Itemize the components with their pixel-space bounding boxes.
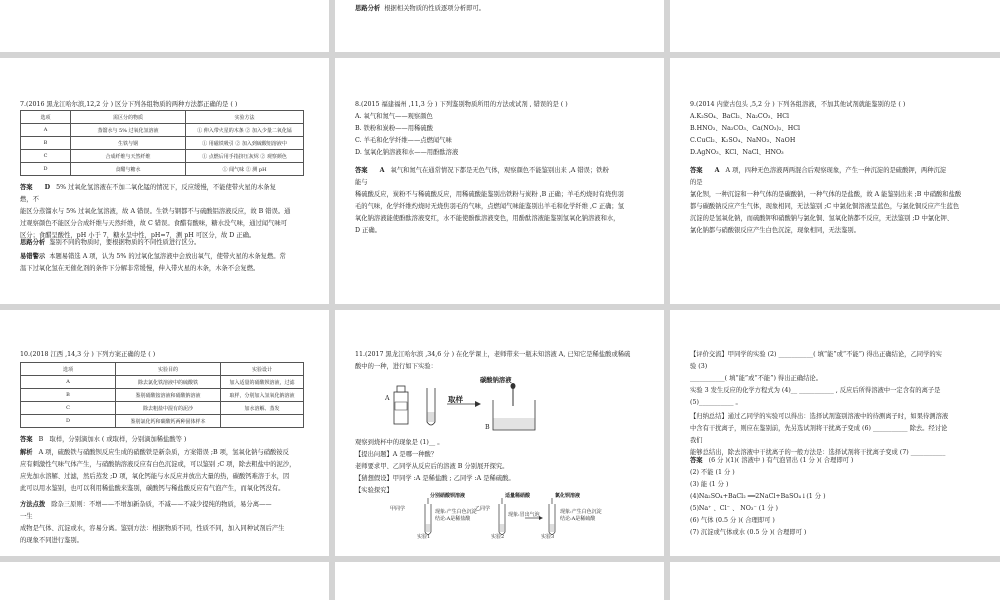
q11-cont-line: (5)___________ 。	[690, 399, 742, 406]
table-cell: ① 用磁铁吸引 ② 加入到硫酸铝溶液中	[186, 137, 304, 150]
table-row	[21, 363, 304, 376]
answer-line: 氧化钠溶液能使酚酞溶液变红，水不能使酚酞溶液变色，用酚酞溶液能鉴别氢氧化钠溶液和水，	[355, 215, 620, 222]
answer-letter: A	[714, 167, 720, 174]
analysis-label: 思路分析	[20, 239, 46, 246]
bottle-icon	[394, 386, 408, 424]
answer-line: 沉淀的是氢氧化钠，而硫酸钾和硝酸钠与氯化铜、氢氧化钠都不反应，无法鉴别 ;D 中氯化钾、	[690, 215, 954, 222]
q11-stem-line: 酸中的一种，进行如下实验：	[355, 363, 437, 370]
exp-obs-1a: 现象:产生白色沉淀	[435, 509, 477, 515]
page-q11-cont	[670, 310, 1000, 556]
answer-line: 5% 过氧化氢溶液在不加二氧化锰的情况下，反应缓慢，不能使带火星的木条复	[56, 184, 276, 191]
warning-label: 易错警示	[20, 253, 46, 260]
answer-line: 氯化钠都与硝酸银反应产生白色沉淀，现象相同，无法鉴别。	[690, 227, 861, 234]
table-cell: C	[21, 402, 116, 415]
q11-cont-line: 能够总结出，除去溶液中干扰离子的一般方法是：选择试剂将干扰离子变成 (7) ___________	[690, 449, 946, 456]
answer-label: 答案	[690, 167, 703, 174]
exp-obs-1b: 结论:A是稀盐酸	[435, 516, 471, 522]
table-row	[21, 111, 304, 124]
method-label: 方法点拨	[20, 501, 46, 508]
table-row	[21, 124, 304, 137]
q7-table	[20, 110, 304, 176]
fig-title: 碳酸钠溶液	[480, 377, 512, 384]
answer-line: A 项，四种无色溶液两两混合后观察现象，产生一种沉淀的是硫酸钾，两种沉淀	[725, 167, 947, 174]
option-d: D.AgNO₃、KCl、NaCl、HNO₃	[690, 149, 784, 156]
table-cell: ① 点燃后用手指挤压灰烬 ② 观察颜色	[186, 150, 304, 163]
table-cell: 鉴别硝酸铵溶液和硝酸钠溶液	[116, 389, 221, 402]
answer-line: (7) 沉淀或气体或水 (0.5 分 )( 合理即可 )	[690, 529, 807, 536]
q9-answer	[690, 166, 946, 175]
table-header: 实验目的	[116, 363, 221, 376]
table-cell: 取样，分别加入氢氧化钠溶液	[221, 389, 304, 402]
q11-cont-line: 中含有干扰离子，则应在鉴别前，先另选试剂将干扰离子变成 (6) ___________ 除去。经讨论	[690, 425, 948, 432]
answer-line: (5)Na⁺ 、Cl⁻ 、 NO₃⁻ (1 分 )	[690, 505, 779, 512]
page-q9	[670, 58, 1000, 304]
beaker-icon	[493, 400, 535, 430]
answer-line: 稀硫酸反应，炭粉不与稀硫酸反应，用稀硫酸能鉴别出铁粉与炭粉 ,B 正确；羊毛灼烧时有烧焦羽	[355, 191, 624, 198]
q10-table	[20, 362, 304, 428]
table-cell: 加入适量的硝酸钡溶液，过滤	[221, 376, 304, 389]
answer-line: (2) 不能 (1 分 )	[690, 469, 735, 476]
table-row	[21, 415, 304, 428]
answer-line: 区分；食醋呈酸性，pH 小于 7，糖水呈中性，pH=7，测 pH 可区分，故 D 正确。	[20, 232, 256, 239]
table-cell: B	[21, 137, 71, 150]
answer-label: 答案	[20, 184, 33, 191]
q11-cont-line: 验 (3)	[690, 363, 708, 370]
page-top-3	[670, 0, 1000, 52]
top2-analysis-text: 根据相关物质的性质逐项分析即可。	[384, 5, 485, 12]
answer-letter: A	[379, 167, 385, 174]
option-b: B. 铁粉和炭粉——用稀硫酸	[355, 125, 433, 132]
explanation-label: 解析	[20, 449, 33, 456]
table-cell: C	[21, 150, 71, 163]
method-line: 的现象不同进行鉴别。	[20, 537, 83, 544]
exp-obs-3a: 现象:产生白色沉淀	[560, 509, 602, 515]
table-cell: ① 闻气味 ② 测 pH	[186, 163, 304, 176]
table-cell: 蒸馏水与 5% 过氧化氢溶液	[71, 124, 186, 137]
page-bottom-3	[670, 562, 1000, 600]
table-cell: A	[21, 124, 71, 137]
table-row	[21, 150, 304, 163]
table-cell: 合成纤维与天然纤维	[71, 150, 186, 163]
q8-answer	[355, 166, 609, 175]
answer-line: 都与碳酸钠反应产生气体，现象相同，无法鉴别 ;C 中氯化铜溶液呈蓝色，与氯化铜反应产生蓝色	[690, 203, 960, 210]
page-q8	[335, 58, 664, 304]
answer-line: 毛的气味，化学纤维灼烧时无烧焦羽毛的气味，点燃闻气味能鉴别出羊毛和化学纤维 ,C 正确；氢	[355, 203, 624, 210]
q10-explanation	[20, 448, 289, 457]
warning-line: 本题易错选 A 项，认为 5% 的过氧化氢溶液中会放出氧气，使带火星的木条复燃。常	[49, 253, 286, 260]
table-cell	[221, 415, 304, 428]
q7-stem: 7.(2016 黑龙江哈尔滨,12,2 分 ) 区分下列各组物质的两种方法都正确的是 ( )	[20, 101, 238, 108]
q9-stem: 9.(2014 内蒙古包头 ,5,2 分 ) 下列各组溶液，不加其他试剂就能鉴别的是 ( )	[690, 101, 906, 108]
table-header: 选项	[21, 363, 116, 376]
explanation-line: 此可以用水鉴别，也可以利用稀盐酸来鉴别，碳酸钙与稀盐酸反应有气泡产生，而氧化钙没有。	[20, 485, 285, 492]
table-row	[21, 402, 304, 415]
table-cell: 除去粗盐中混有的泥沙	[116, 402, 221, 415]
exp-yi: 乙同学	[475, 506, 491, 512]
option-d: D. 氢氧化钠溶液和水——用酚酞溶液	[355, 149, 459, 156]
answer-line: (4)Na₂SO₄+BaCl₂ ══2NaCl+BaSO₄↓(1 分 )	[690, 493, 826, 500]
table-row	[21, 137, 304, 150]
exp-step-2: 实验2	[491, 534, 505, 540]
table-cell: D	[21, 163, 71, 176]
answer-line: 过观察颜色不能区分合成纤维与天然纤维，故 C 错误。食醋有酸味，糖水没气味，通过闻气味可	[20, 220, 287, 227]
answer-line: D 正确。	[355, 227, 381, 234]
answer-line: 能与	[355, 179, 368, 186]
table-cell: A	[21, 376, 116, 389]
table-cell: 加水溶解、蒸发	[221, 402, 304, 415]
table-cell: ① 伸入带火星的木条 ② 加入少量二氧化锰	[186, 124, 304, 137]
table-cell: 食醋与糖水	[71, 163, 186, 176]
fig-label-b: B	[485, 424, 490, 431]
q10-answer	[20, 435, 186, 444]
table-header: 实验方法	[186, 111, 304, 124]
option-c: C. 羊毛和化学纤维——点燃闻气味	[355, 137, 452, 144]
exp-obs-3b: 结论:A是稀硫酸	[560, 516, 596, 522]
page-top-1	[0, 0, 329, 52]
answer-line: 燃，不	[20, 196, 39, 203]
table-cell: 除去氯化铁溶液中的硫酸铁	[116, 376, 221, 389]
exp-jia: 甲同学	[390, 506, 406, 512]
q11-cont-line: ___________( 填“能”或“不能”) 得出正确结论。	[690, 375, 822, 382]
q11-cont-line: 我们	[690, 437, 703, 444]
answer-label: 答案	[355, 167, 368, 174]
test-tube-icon	[425, 498, 431, 535]
answer-line: 氯化钡，一种沉淀和一种气体的是碳酸钠，一种气体的是盐酸，故 A 能鉴别出来 ;B 中硝酸和盐酸	[690, 191, 962, 198]
page-q7	[0, 58, 329, 304]
answer-line: 能区分蒸馏水与 5% 过氧化氢溶液，故 A 错误。生铁与钢都不与硫酸铝溶液反应，故 B 错误。通	[20, 208, 291, 215]
q7-warning	[20, 252, 286, 261]
explanation-line: A 项，硫酸铁与硝酸钡反应生成的硝酸铁是新杂质，方案错误 ;B 项，氢氧化钠与硝酸铵反	[38, 449, 289, 456]
explanation-line: 应有刺激性气味气体产生，与硝酸钠溶液反应有白色沉淀或，可以鉴别 ;C 项，除去粗盐中的泥沙，	[20, 461, 296, 468]
fig-action: 取样	[448, 395, 463, 404]
table-row	[21, 376, 304, 389]
page-bottom-2	[335, 562, 664, 600]
answer-line: 的是	[690, 179, 703, 186]
answer-text: B 取样，分别滴加水 ( 或取样，分别滴加稀盐酸等 )	[38, 436, 187, 443]
test-tube-icon	[549, 498, 555, 535]
q11-body-line: 老师要求甲、乙同学从反应后的溶液 B 分别展开探究。	[355, 463, 509, 470]
answer-line: (6) 气体 (0.5 分 )( 合理即可 )	[690, 517, 775, 524]
table-cell: 生铁与钢	[71, 137, 186, 150]
option-b: B.HNO₃、Na₂CO₃、Ca(NO₃)₂、HCl	[690, 125, 801, 132]
q11-body-line: 【提出问题】A 是哪一种酸？	[355, 451, 438, 458]
table-header: 选项	[21, 111, 71, 124]
exp-step-3: 实验3	[541, 534, 555, 540]
q11-cont-line: 实验 3 发生反应的化学方程式为 (4)__ ___________ , 反应后所得溶液中一定含有的离子是	[690, 387, 941, 394]
warning-line: 温下过氧化氢在无催化剂的条件下分解非常缓慢，伸入带火星的木条，木条不会复燃。	[20, 265, 260, 272]
q11-body-line: 【猜想假设】甲同学 :A 是稀盐酸 ; 乙同学 :A 是稀硫酸。	[355, 475, 515, 482]
method-line: 成物是气体、沉淀或水，容易分离。鉴别方法：根据物质不同，性质不同，加入同种试剂后产生	[20, 525, 285, 532]
q10-stem: 10.(2018 江西 ,14,3 分 ) 下列方案正确的是 ( )	[20, 351, 156, 358]
method-line: 除杂三原则：不增——不增加新杂质，不减——不减少提纯的物质，易分离——	[51, 501, 272, 508]
q11-cont-line: 【评价交流】甲同学的实验 (2) ___________( 填“能”或“不能”) 得出正确结论，乙同学的实	[690, 351, 942, 358]
q11-body-line: 【实验探究】	[355, 487, 393, 494]
method-line: 一生	[20, 513, 33, 520]
q7-analysis	[20, 238, 200, 247]
table-row	[21, 389, 304, 402]
dropper-icon	[511, 383, 516, 406]
answer-line: 氧气和氮气在通常情况下都是无色气体，观察颜色不能鉴别出来 ,A 错误；铁粉	[390, 167, 609, 174]
q10-method	[20, 500, 272, 509]
answer-label: 答案	[20, 436, 33, 443]
option-a: A.K₂SO₄、BaCl₂、Na₂CO₃、HCl	[690, 113, 790, 120]
table-cell: D	[21, 415, 116, 428]
answer-label: 答案	[690, 457, 703, 464]
exp-step-1: 实验1	[417, 534, 431, 540]
option-c: C.CuCl₂、K₂SO₄、NaNO₃、NaOH	[690, 137, 796, 144]
exp-reagent-3: 氯化钡溶液	[555, 493, 581, 499]
exp-reagent-1: 分别硝酸钡溶液	[430, 493, 466, 499]
test-tube-icon	[499, 498, 505, 535]
table-row	[21, 163, 304, 176]
explanation-line: 应先加水溶解、过滤，然后蒸发 ;D 项，氧化钙能与水反应并放出大量的热，碳酸钙难溶于水，因	[20, 473, 290, 480]
page-q11	[335, 310, 664, 556]
answer-letter: D	[44, 184, 51, 191]
top2-analysis	[355, 4, 485, 13]
top2-analysis-label: 思路分析	[355, 5, 381, 12]
q11-apparatus-figure	[385, 374, 565, 434]
q11-cont-line: 【归纳总结】通过乙同学的实验可以得出：选择试剂鉴别溶液中的待测离子时，如果待测溶液	[690, 413, 949, 420]
q8-stem: 8.(2015 福建福州 ,11,3 分 ) 下列鉴别物质所用的方法或试剂 , 错误的是 ( )	[355, 101, 568, 108]
table-cell: 鉴别氯化钙和碳酸钙两种固体样本	[116, 415, 221, 428]
exp-obs-2: 现象:冒出气泡	[508, 512, 540, 518]
answer-line: (6 分 )(1)( 溶液中 ) 有气泡冒出 (1 分 )( 合理即可 )	[708, 457, 854, 464]
q11-stem-line: 11.(2017 黑龙江哈尔滨 ,34,6 分 ) 在化学课上，老师带来一瓶未知溶液 A, 已知它是稀盐酸或稀硫	[355, 351, 631, 358]
analysis-text: 鉴别不同的物质时，要根据物质的不同性质进行区分。	[49, 239, 201, 246]
exp-reagent-2: 适量稀硝酸	[505, 493, 531, 499]
test-tube-icon	[427, 388, 435, 425]
fig-label-a: A	[385, 395, 390, 402]
table-header: 需区分的物质	[71, 111, 186, 124]
answer-line: (3) 能 (1 分 )	[690, 481, 729, 488]
q7-answer	[20, 183, 276, 192]
option-a: A. 氧气和氮气——观察颜色	[355, 113, 433, 120]
q11-body-line: 观察到烧杯中的现象是 (1)__ 。	[355, 439, 444, 446]
page-q10	[0, 310, 329, 556]
table-cell: B	[21, 389, 116, 402]
q11-cont-answer	[690, 456, 853, 465]
page-bottom-1	[0, 562, 329, 600]
page-top-2	[335, 0, 664, 52]
table-header: 实验设计	[221, 363, 304, 376]
